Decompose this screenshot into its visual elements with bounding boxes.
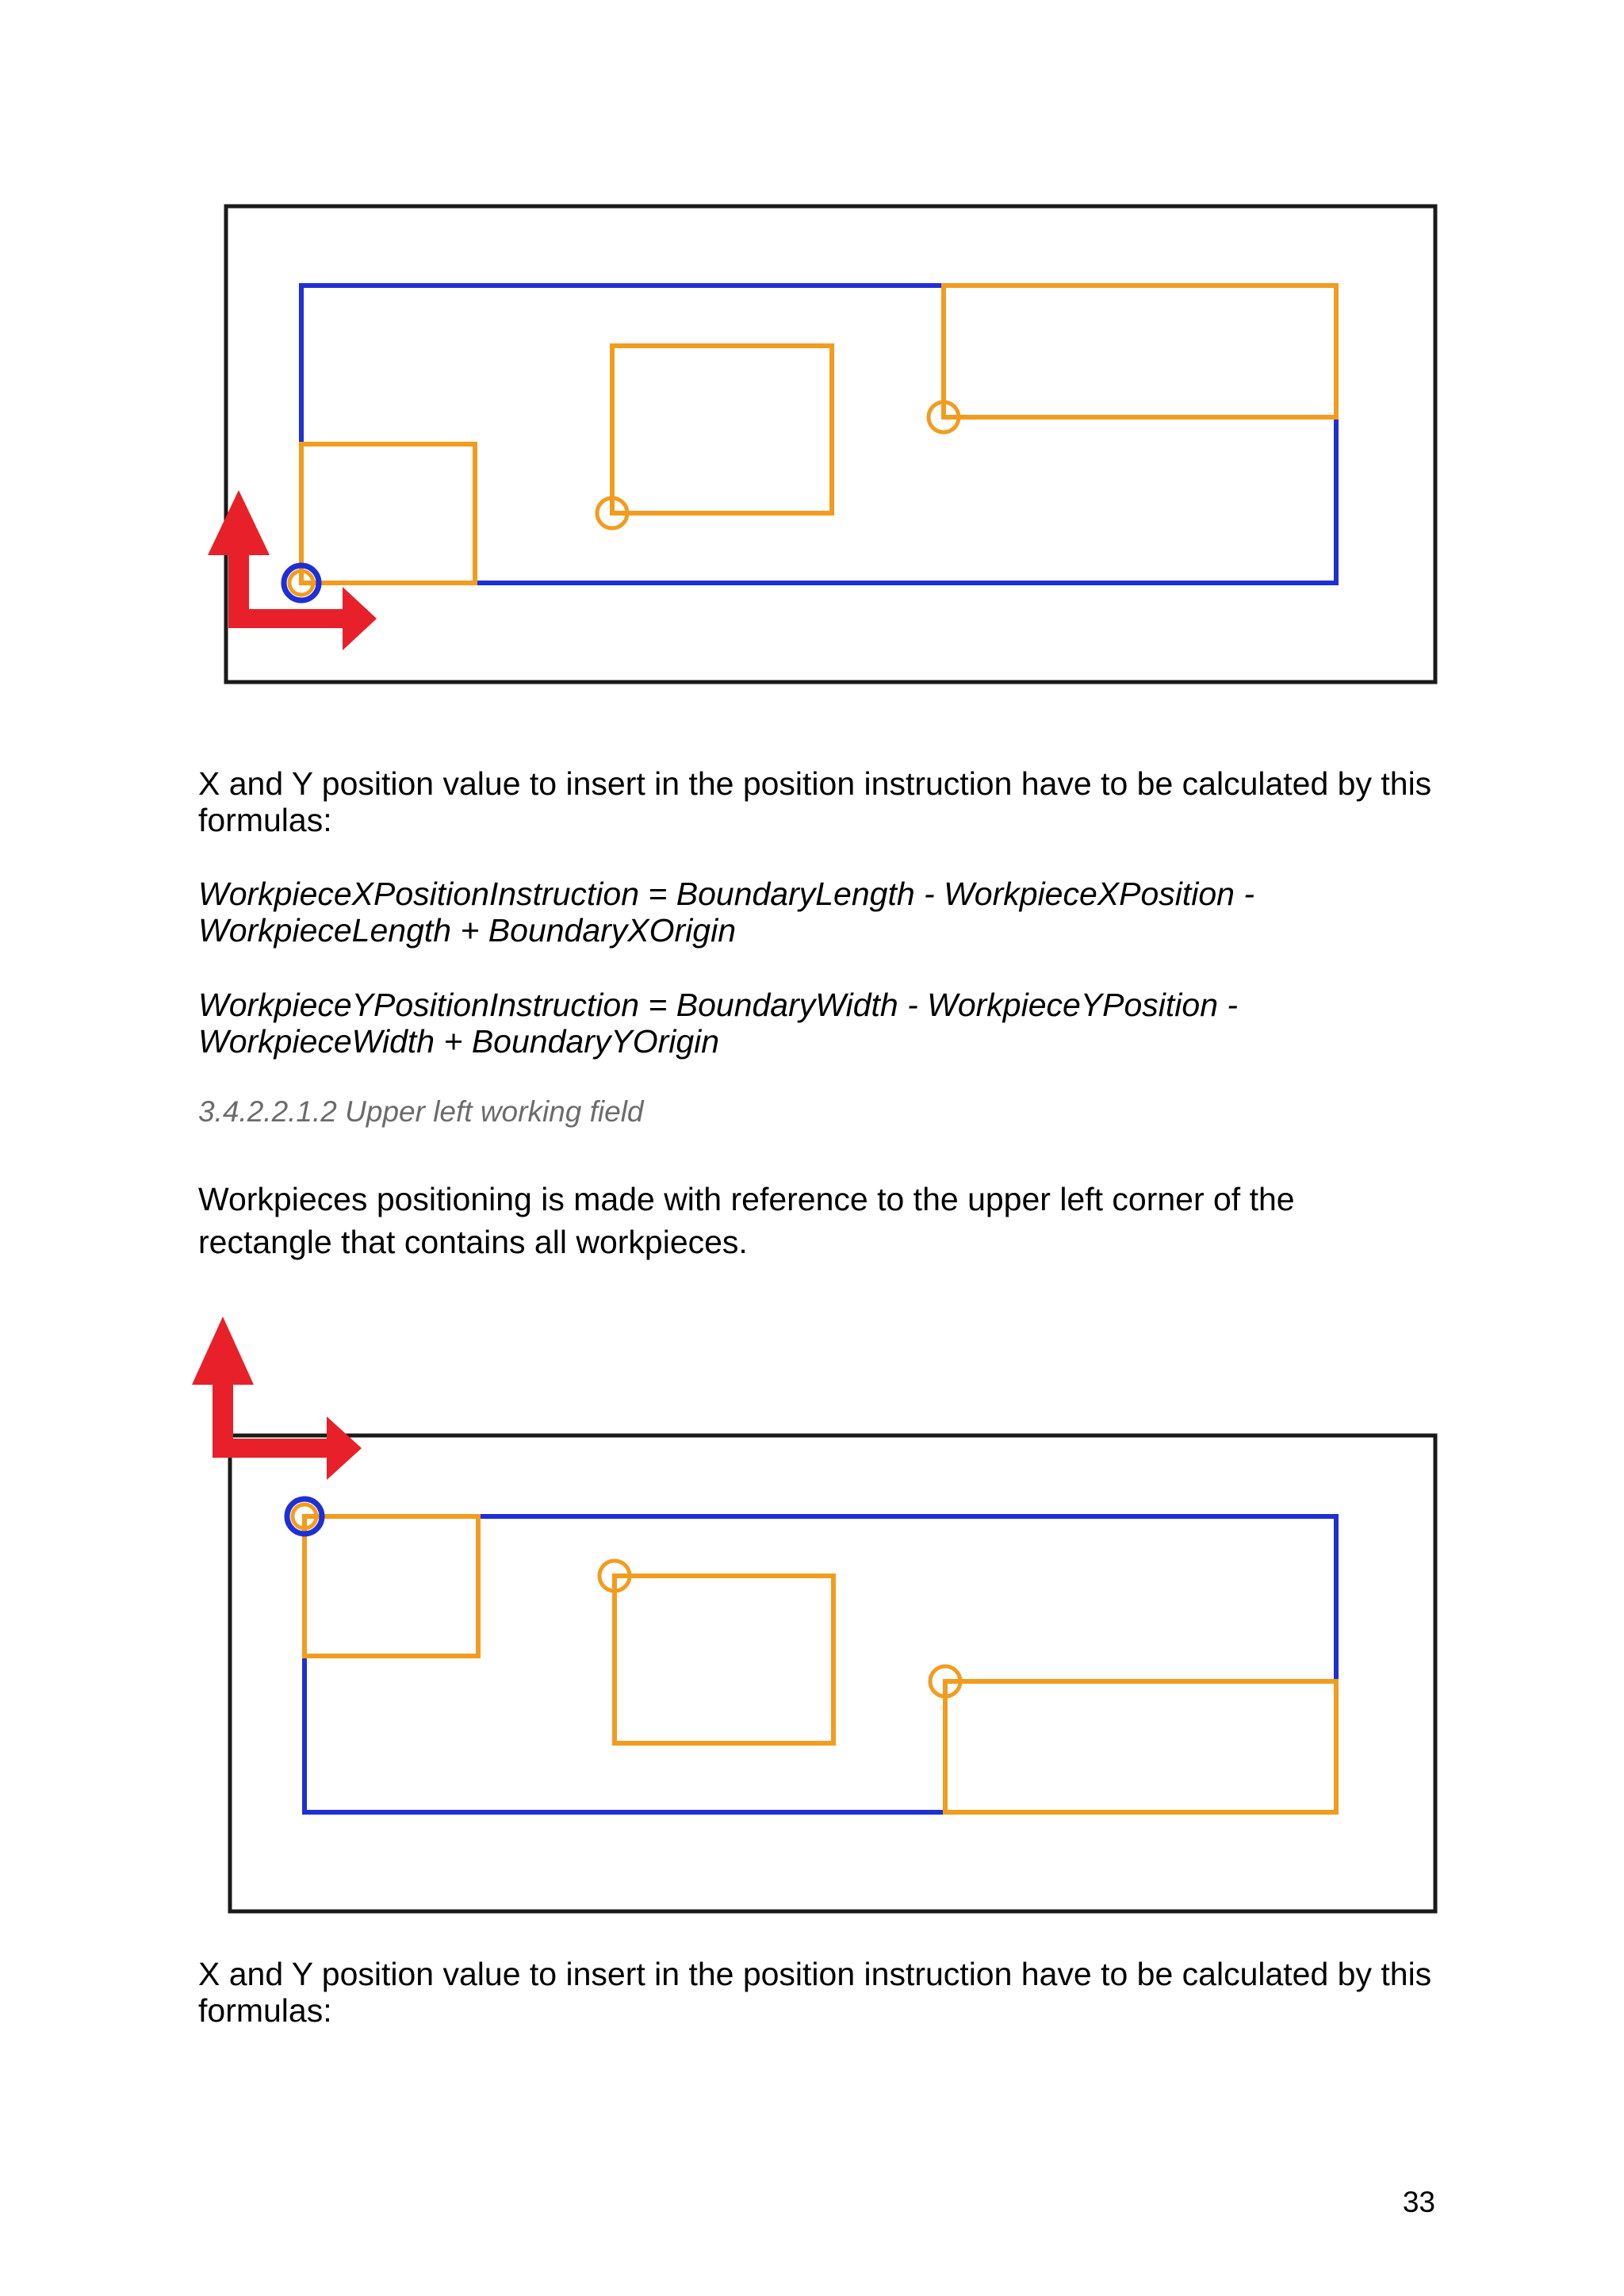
origin-marker-workpiece-2: [597, 498, 627, 528]
boundary-outline: [478, 1516, 1336, 1681]
boundary-outline: [301, 286, 944, 444]
boundary-outline-left: [304, 1656, 945, 1812]
paragraph-position-calc-2: X and Y position value to insert in the position instruction have to be calculated by this formulas:: [198, 1956, 1432, 2029]
workpiece-2: [612, 346, 832, 513]
workpiece-1: [301, 444, 475, 583]
section-heading: 3.4.2.2.1.2 Upper left working field: [198, 1095, 644, 1128]
origin-marker-boundary: [284, 565, 319, 600]
origin-marker-workpiece-3: [929, 402, 959, 432]
paragraph-upper-left-description: Workpieces positioning is made with reference to the upper left corner of the rectangle that contains all workpieces.: [198, 1181, 1295, 1260]
workpiece-2: [615, 1576, 833, 1743]
origin-marker-workpiece-3: [930, 1666, 960, 1696]
diagram-upper-left-field: [0, 1301, 1624, 1919]
page-number: 33: [1402, 2186, 1435, 2218]
diagram-lower-left-svg: [0, 190, 1624, 722]
formula-y-position: WorkpieceYPositionInstruction = BoundaryWidth - WorkpieceYPosition - WorkpieceWidth + BoundaryYOrigin: [198, 987, 1239, 1060]
paragraph-position-calc-1: X and Y position value to insert in the position instruction have to be calculated by this formulas:: [198, 765, 1432, 838]
workpiece-3: [944, 286, 1336, 417]
diagram-lower-left-field: [0, 190, 1624, 722]
origin-marker-workpiece-2: [599, 1561, 630, 1591]
diagram-upper-left-svg: [0, 1301, 1624, 1919]
workpiece-3: [945, 1681, 1336, 1812]
workpiece-1: [304, 1516, 478, 1656]
origin-marker-boundary: [287, 1499, 322, 1534]
formula-x-position: WorkpieceXPositionInstruction = BoundaryLength - WorkpieceXPosition - WorkpieceLength + BoundaryXOrigin: [198, 876, 1255, 949]
axis-arrows-icon: [192, 1317, 362, 1480]
